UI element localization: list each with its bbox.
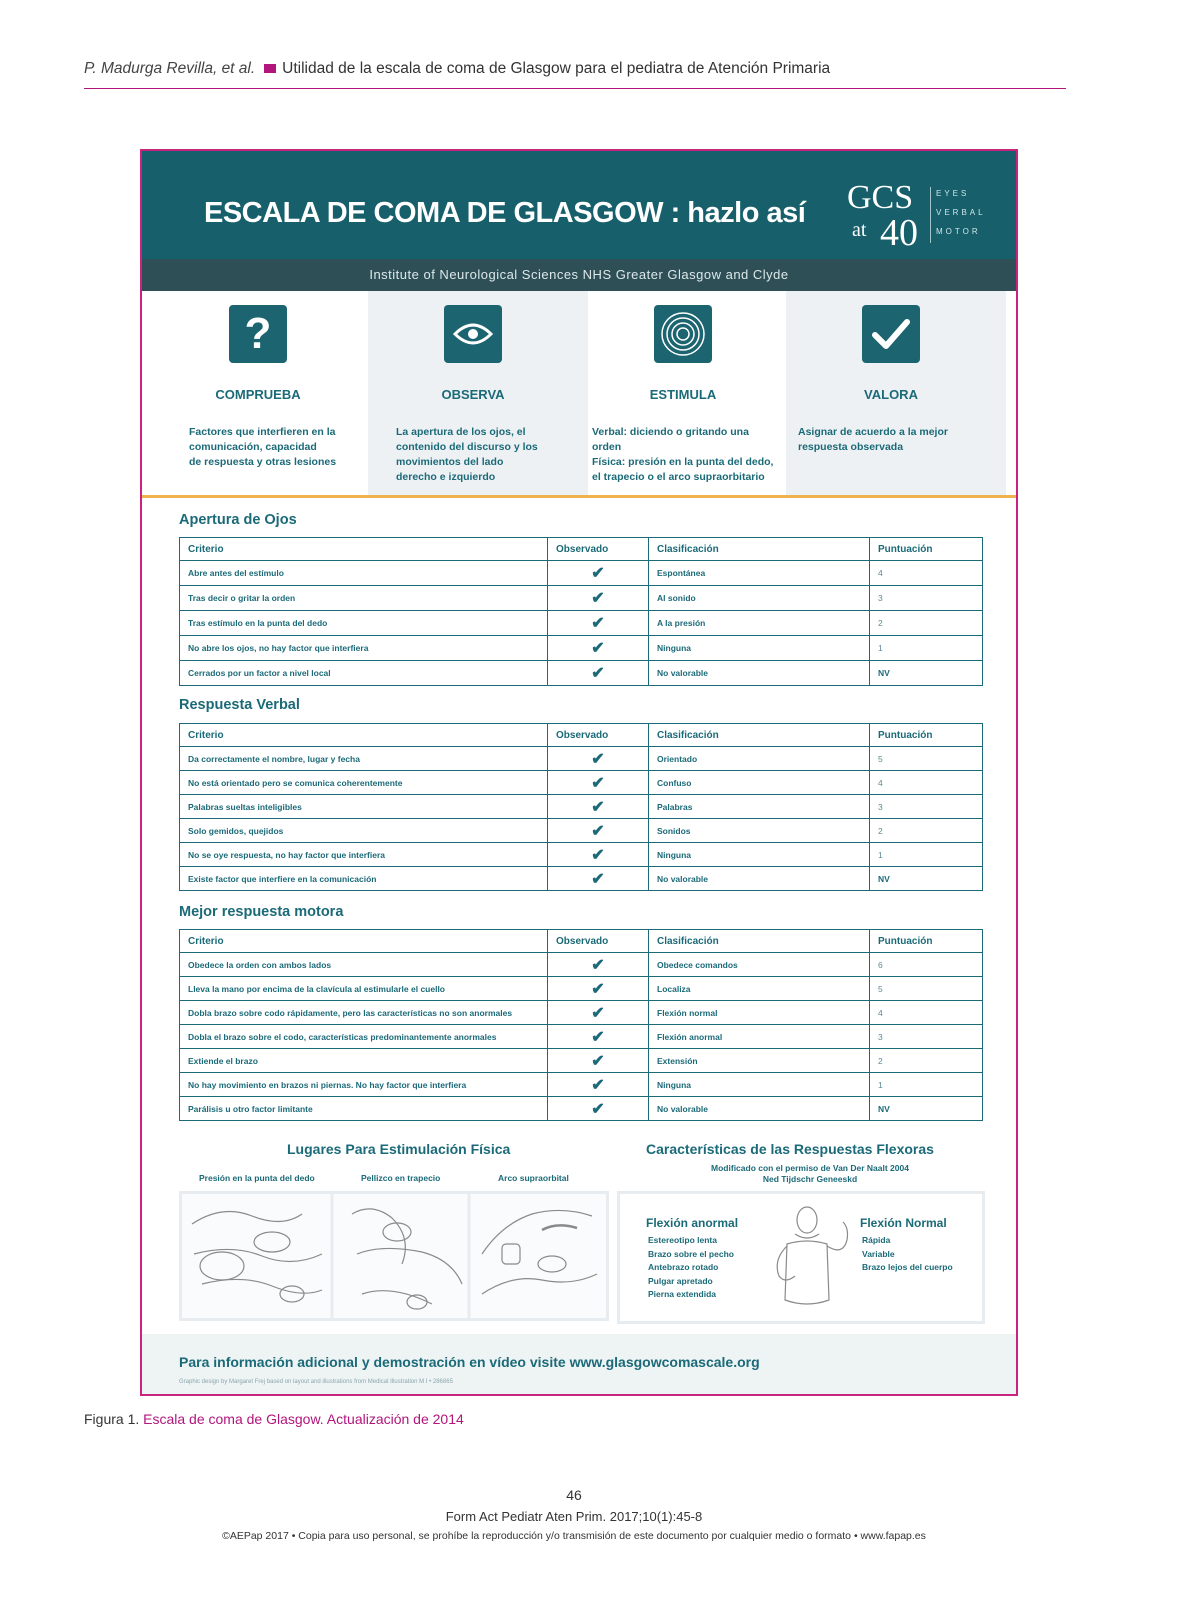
copyright-line: ©AEPap 2017 • Copia para uso personal, se prohíbe la reproducción y/o transmisión de este documento por cualquier medio o formato • www.fapap.es (222, 1530, 926, 1542)
table-row: Dobla brazo sobre codo rápidamente, pero las características no son anormales ✔ Flexión normal 4 (180, 1001, 983, 1025)
table-header-row: Criterio Observado Clasificación Puntuación (180, 930, 983, 953)
orange-divider (142, 495, 1016, 498)
step-desc-valora: Asignar de acuerdo a la mejor respuesta observada (798, 426, 948, 453)
check-icon: ✔ (548, 1097, 649, 1121)
site-label-trapezius: Pellizco en trapecio (361, 1173, 441, 1183)
check-icon: ✔ (548, 1001, 649, 1025)
check-icon: ✔ (548, 586, 649, 611)
page-number: 46 (566, 1487, 582, 1503)
abnormal-flexion-title: Flexión anormal (646, 1216, 739, 1230)
target-icon (654, 305, 712, 363)
table-row: Abre antes del estímulo ✔ Espontánea 4 (180, 561, 983, 586)
running-header-authors: P. Madurga Revilla, et al. (84, 60, 256, 77)
motor-table (179, 929, 983, 1121)
check-icon: ✔ (548, 636, 649, 661)
table-header-row: Criterio Observado Clasificación Puntuación (180, 538, 983, 561)
gcs-at-40-logo (842, 179, 1002, 254)
logo-forty-text: 40 (880, 212, 918, 254)
logo-verbal-text: VERBAL (936, 208, 986, 217)
step-name-valora: VALORA (864, 387, 918, 402)
running-header (84, 60, 1066, 78)
table-header-row: Criterio Observado Clasificación Puntuación (180, 724, 983, 747)
step-name-estimula: ESTIMULA (649, 387, 717, 402)
running-header-title: Utilidad de la escala de coma de Glasgow para el pediatra de Atención Primaria (282, 60, 831, 77)
check-icon: ✔ (548, 843, 649, 867)
step-name-comprueba: COMPRUEBA (215, 387, 301, 402)
table-row: Extiende el brazo ✔ Extensión 2 (180, 1049, 983, 1073)
check-icon: ✔ (548, 953, 649, 977)
logo-divider (930, 187, 931, 243)
table-row: Cerrados por un factor a nivel local ✔ No valorable NV (180, 661, 983, 686)
table-row: No se oye respuesta, no hay factor que interfiera ✔ Ninguna 1 (180, 843, 983, 867)
normal-flexion-list: Rápida Variable Brazo lejos del cuerpo (862, 1235, 953, 1272)
table-row: Obedece la orden con ambos lados ✔ Obedece comandos 6 (180, 953, 983, 977)
step-desc-observa: La apertura de los ojos, el contenido del discurso y los movimientos del lado derecho e izquierdo (396, 426, 538, 483)
header-square-marker (264, 64, 276, 73)
table-row: Solo gemidos, quejidos ✔ Sonidos 2 (180, 819, 983, 843)
table-row: Existe factor que interfiere en la comunicación ✔ No valorable NV (180, 867, 983, 891)
logo-at-text: at (852, 219, 867, 241)
flexor-responses-title: Características de las Respuestas Flexoras (646, 1141, 934, 1157)
check-icon: ✔ (548, 1073, 649, 1097)
caption-text: Escala de coma de Glasgow. Actualización de 2014 (143, 1411, 464, 1427)
header-rule (84, 88, 1066, 89)
table-row: Tras estímulo en la punta del dedo ✔ A la presión 2 (180, 611, 983, 636)
table-row: No hay movimiento en brazos ni piernas. No hay factor que interfiera ✔ Ninguna 1 (180, 1073, 983, 1097)
check-icon: ✔ (548, 977, 649, 1001)
section-title-eyes: Apertura de Ojos (179, 512, 297, 528)
table-row: Parálisis u otro factor limitante ✔ No valorable NV (180, 1097, 983, 1121)
footer-info-text: Para información adicional y demostración en vídeo visite www.glasgowcomascale.org (179, 1354, 760, 1370)
table-row: Palabras sueltas inteligibles ✔ Palabras 3 (180, 795, 983, 819)
caption-label: Figura 1. (84, 1411, 140, 1427)
check-icon: ✔ (548, 1049, 649, 1073)
check-icon: ✔ (548, 1025, 649, 1049)
abnormal-flexion-list: Estereotipo lenta Brazo sobre el pecho Antebrazo rotado Pulgar apretado Pierna extendida (648, 1235, 734, 1299)
check-icon: ✔ (548, 819, 649, 843)
check-icon: ✔ (548, 795, 649, 819)
table-row: Lleva la mano por encima de la clavícula al estimularle el cuello ✔ Localiza 5 (180, 977, 983, 1001)
footer-credit: Graphic design by Margaret Frej based on layout and illustrations from Medical Illustration M I • 286865 (179, 1379, 453, 1385)
figure-caption (84, 1411, 464, 1427)
step-name-observa: OBSERVA (441, 387, 505, 402)
step-desc-comprueba: Factores que interfieren en la comunicación, capacidad de respuesta y otras lesiones (189, 426, 337, 468)
section-title-verbal: Respuesta Verbal (179, 697, 300, 713)
check-icon: ✔ (548, 561, 649, 586)
check-icon (862, 305, 920, 363)
check-icon: ✔ (548, 867, 649, 891)
eye-icon (444, 305, 502, 363)
stimulation-illustrations (179, 1191, 609, 1321)
poster-header (142, 151, 1016, 259)
body-figure-icon (765, 1200, 855, 1320)
logo-motor-text: MOTOR (936, 227, 981, 236)
table-row: Da correctamente el nombre, lugar y fecha ✔ Orientado 5 (180, 747, 983, 771)
verbal-table (179, 723, 983, 891)
journal-citation: Form Act Pediatr Aten Prim. 2017;10(1):45-8 (445, 1509, 703, 1524)
eyes-table (179, 537, 983, 686)
normal-flexion-title: Flexión Normal (860, 1216, 947, 1230)
institute-banner: Institute of Neurological Sciences NHS Greater Glasgow and Clyde (142, 259, 1016, 291)
section-title-motor: Mejor respuesta motora (179, 904, 344, 920)
check-icon: ✔ (548, 661, 649, 686)
site-label-supraorbital: Arco supraorbital (498, 1173, 569, 1183)
poster-footer (142, 1334, 1016, 1394)
table-row: No está orientado pero se comunica coherentemente ✔ Confuso 4 (180, 771, 983, 795)
gcs-poster (140, 149, 1018, 1396)
step-desc-estimula: Verbal: diciendo o gritando una orden Física: presión en la punta del dedo, el trapecio o el arco supraorbitario (592, 426, 774, 483)
table-row: Dobla el brazo sobre el codo, características predominantemente anormales ✔ Flexión anormal 3 (180, 1025, 983, 1049)
flexor-responses-subtitle: Modificado con el permiso de Van Der Naalt 2004 Ned Tijdschr Geneeskd (711, 1163, 909, 1184)
table-row: No abre los ojos, no hay factor que interfiera ✔ Ninguna 1 (180, 636, 983, 661)
logo-eyes-text: EYES (936, 189, 970, 198)
site-label-fingertip: Presión en la punta del dedo (199, 1173, 315, 1183)
poster-title: ESCALA DE COMA DE GLASGOW : hazlo así (204, 197, 806, 229)
check-icon: ✔ (548, 771, 649, 795)
check-icon: ✔ (548, 747, 649, 771)
check-icon: ✔ (548, 611, 649, 636)
logo-gcs-text: GCS (847, 179, 914, 216)
question-icon: ? (229, 305, 287, 363)
table-row: Tras decir o gritar la orden ✔ Al sonido 3 (180, 586, 983, 611)
flexor-responses-panel (617, 1191, 985, 1324)
stimulation-sites-title: Lugares Para Estimulación Física (287, 1141, 511, 1157)
